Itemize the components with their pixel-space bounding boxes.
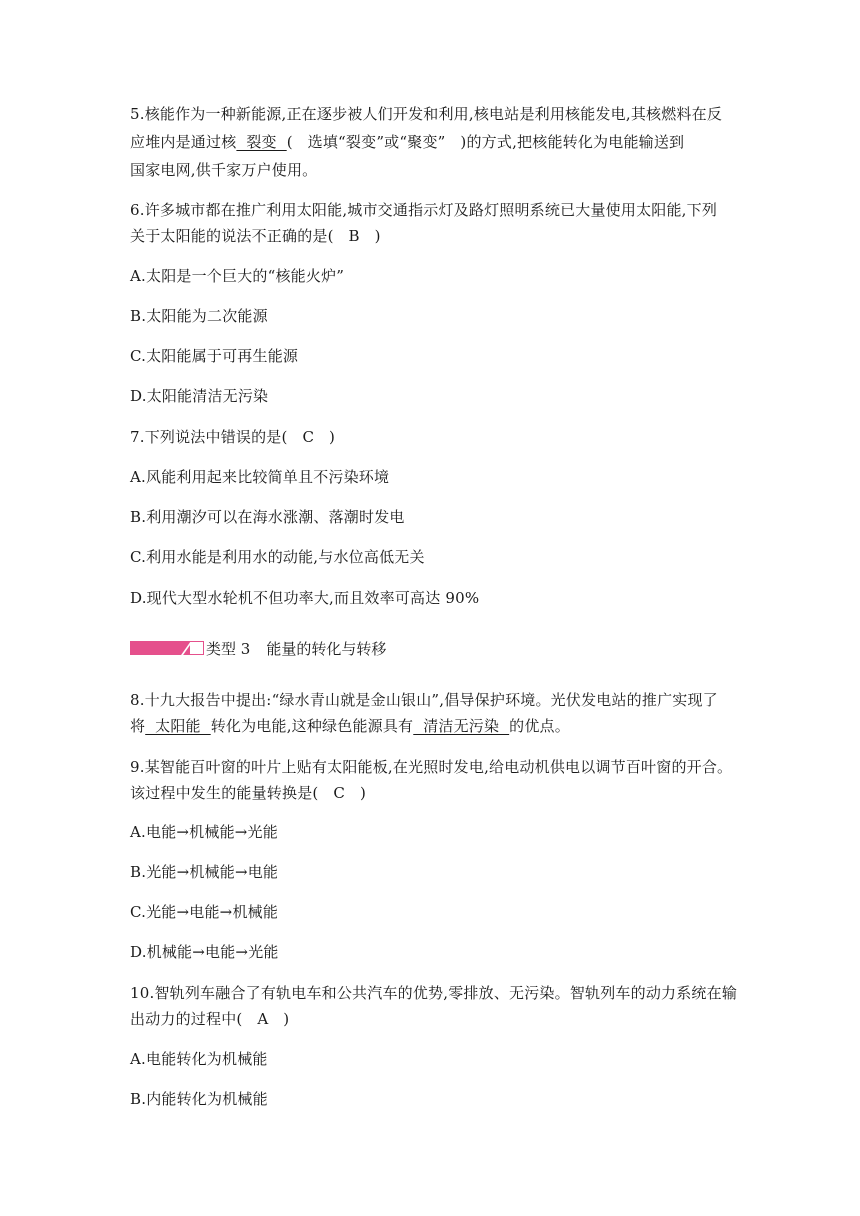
section-badge <box>130 640 204 656</box>
q6-line-2: 关于太阳能的说法不正确的是( B ) <box>130 227 381 245</box>
section-header <box>130 638 386 658</box>
q8-answer-2: 清洁无污染 <box>413 717 510 735</box>
q6-option-d: D.太阳能清洁无污染 <box>130 387 269 405</box>
q9-option-d: D.机械能→电能→光能 <box>130 943 279 961</box>
q9-line-1: 9.某智能百叶窗的叶片上贴有太阳能板,在光照时发电,给电动机供电以调节百叶窗的开合。 <box>130 758 733 776</box>
q5-line-2 <box>130 132 684 152</box>
q5-line-3: 国家电网,供千家万户使用。 <box>130 161 318 179</box>
q8-text-a: 将 <box>130 717 146 735</box>
q6-option-c: C.太阳能属于可再生能源 <box>130 347 299 365</box>
q8-text-c: 的优点。 <box>509 717 570 735</box>
q7-option-c: C.利用水能是利用水的动能,与水位高低无关 <box>130 548 425 566</box>
q8-text-b: 转化为电能,这种绿色能源具有 <box>210 717 414 735</box>
section-label: 类型 3 <box>206 639 251 658</box>
q7-option-a: A.风能利用起来比较简单且不污染环境 <box>130 468 390 486</box>
q9-option-b: B.光能→机械能→电能 <box>130 863 279 881</box>
q7-line-1: 7.下列说法中错误的是( C ) <box>130 428 336 446</box>
q5-answer: 裂变 <box>236 133 287 151</box>
q6-line-1: 6.许多城市都在推广利用太阳能,城市交通指示灯及路灯照明系统已大量使用太阳能,下列 <box>130 201 718 219</box>
q5-text-rest: ( 选填“裂变”或“聚变” )的方式,把核能转化为电能输送到 <box>286 133 685 151</box>
q7-option-d: D.现代大型水轮机不但功率大,而且效率可高达 90% <box>130 589 480 607</box>
q5-line-1: 5.核能作为一种新能源,正在逐步被人们开发和利用,核电站是利用核能发电,其核燃料在反 <box>130 105 723 123</box>
q10-line-2: 出动力的过程中( A ) <box>130 1010 290 1028</box>
q10-option-a: A.电能转化为机械能 <box>130 1050 268 1068</box>
q6-option-a: A.太阳是一个巨大的“核能火炉” <box>130 267 345 285</box>
q6-option-b: B.太阳能为二次能源 <box>130 307 268 325</box>
q9-option-a: A.电能→机械能→光能 <box>130 823 278 841</box>
q7-option-b: B.利用潮汐可以在海水涨潮、落潮时发电 <box>130 508 405 526</box>
q10-option-b: B.内能转化为机械能 <box>130 1090 268 1108</box>
q8-line-1: 8.十九大报告中提出:“绿水青山就是金山银山”,倡导保护环境。光伏发电站的推广实现了 <box>130 691 718 709</box>
q8-line-2 <box>130 716 570 736</box>
q8-answer-1: 太阳能 <box>145 717 211 735</box>
q5-text: 应堆内是通过核 <box>130 133 237 151</box>
q10-line-1: 10.智轨列车融合了有轨电车和公共汽车的优势,零排放、无污染。智轨列车的动力系统在输 <box>130 984 738 1002</box>
section-title: 能量的转化与转移 <box>266 639 387 658</box>
q9-option-c: C.光能→电能→机械能 <box>130 903 279 921</box>
q9-line-2: 该过程中发生的能量转换是( C ) <box>130 784 366 802</box>
